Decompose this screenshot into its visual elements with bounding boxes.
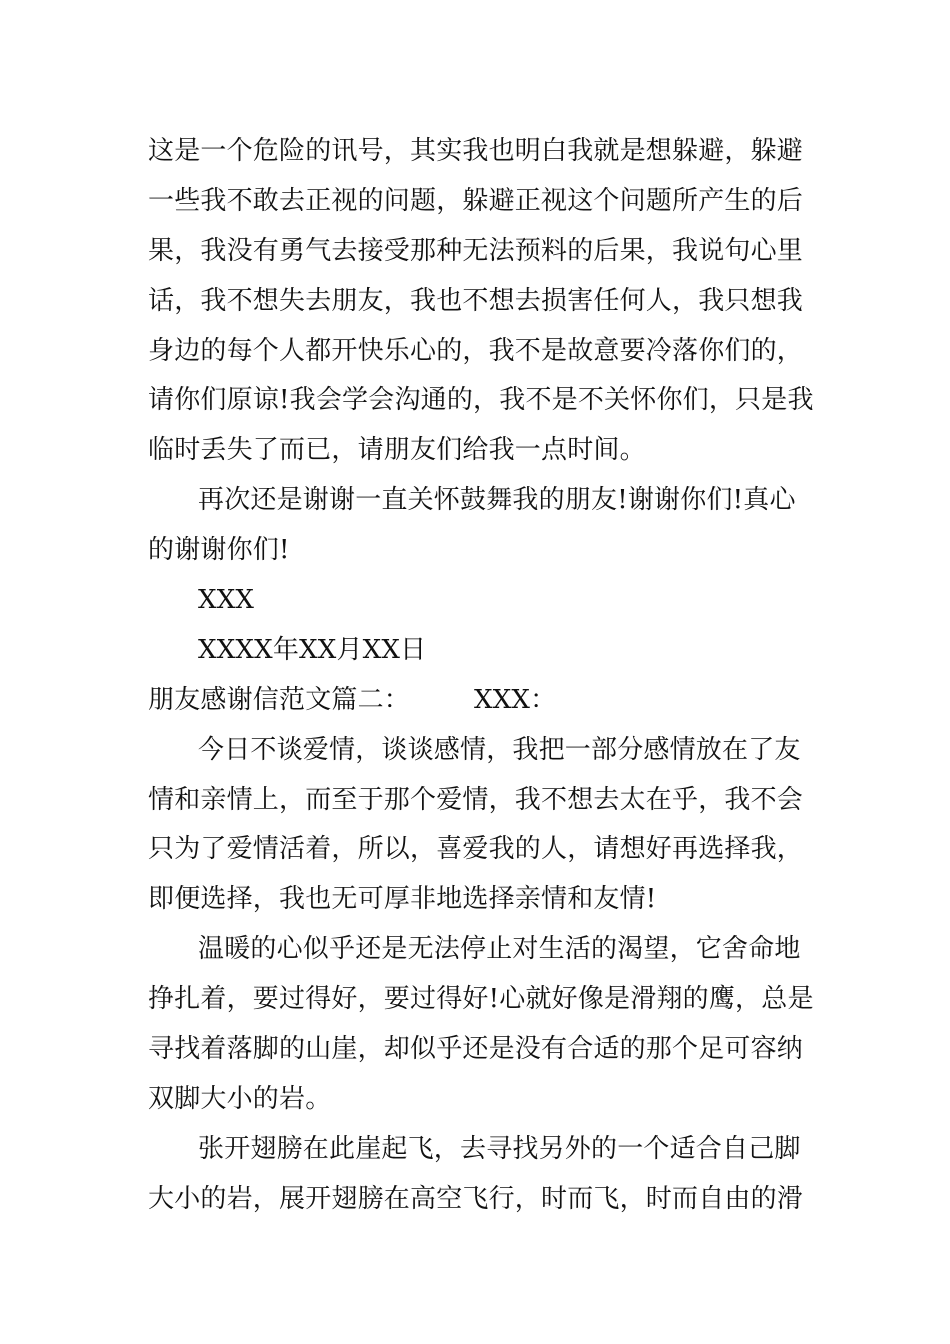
paragraph-3-line-4: 即便选择，我也无可厚非地选择亲情和友情! bbox=[148, 884, 657, 914]
paragraph-4-line-3: 寻找着落脚的山崖，却似乎还是没有合适的那个足可容纳 bbox=[148, 1034, 804, 1064]
section-heading-row bbox=[148, 683, 556, 717]
paragraph-3-line-1: 今日不谈爱情，谈谈感情，我把一部分感情放在了友 bbox=[198, 735, 801, 765]
paragraph-1-line-2: 一些我不敢去正视的问题，躲避正视这个问题所产生的后 bbox=[148, 186, 804, 216]
paragraph-4-line-4: 双脚大小的岩。 bbox=[148, 1084, 332, 1114]
paragraph-4-line-1: 温暖的心似乎还是无法停止对生活的渴望，它舍命地 bbox=[198, 934, 801, 964]
salutation: XXX： bbox=[474, 685, 557, 715]
paragraph-1-line-1: 这是一个危险的讯号，其实我也明白我就是想躲避，躲避 bbox=[148, 136, 804, 166]
signature: XXX bbox=[198, 585, 255, 615]
date: XXXX年XX月XX日 bbox=[198, 635, 427, 665]
paragraph-5-line-1: 张开翅膀在此崖起飞，去寻找另外的一个适合自己脚 bbox=[198, 1134, 801, 1164]
paragraph-1-line-3: 果，我没有勇气去接受那种无法预料的后果，我说句心里 bbox=[148, 236, 804, 266]
paragraph-1-line-6: 请你们原谅!我会学会沟通的，我不是不关怀你们，只是我 bbox=[148, 385, 814, 415]
paragraph-5-line-2: 大小的岩，展开翅膀在高空飞行，时而飞，时而自由的滑 bbox=[148, 1184, 804, 1214]
paragraph-2-line-1: 再次还是谢谢一直关怀鼓舞我的朋友!谢谢你们!真心 bbox=[198, 485, 796, 515]
paragraph-1-line-7: 临时丢失了而已，请朋友们给我一点时间。 bbox=[148, 435, 646, 465]
section-heading: 朋友感谢信范文篇二： bbox=[148, 685, 411, 715]
paragraph-1-line-5: 身边的每个人都开快乐心的，我不是故意要冷落你们的， bbox=[148, 336, 804, 366]
paragraph-3-line-2: 情和亲情上，而至于那个爱情，我不想去太在乎，我不会 bbox=[148, 785, 804, 815]
paragraph-4-line-2: 挣扎着，要过得好，要过得好!心就好像是滑翔的鹰，总是 bbox=[148, 984, 814, 1014]
paragraph-2-line-2: 的谢谢你们! bbox=[148, 535, 290, 565]
paragraph-3-line-3: 只为了爱情活着，所以，喜爱我的人，请想好再选择我， bbox=[148, 834, 804, 864]
paragraph-1-line-4: 话，我不想失去朋友，我也不想去损害任何人，我只想我 bbox=[148, 286, 804, 316]
